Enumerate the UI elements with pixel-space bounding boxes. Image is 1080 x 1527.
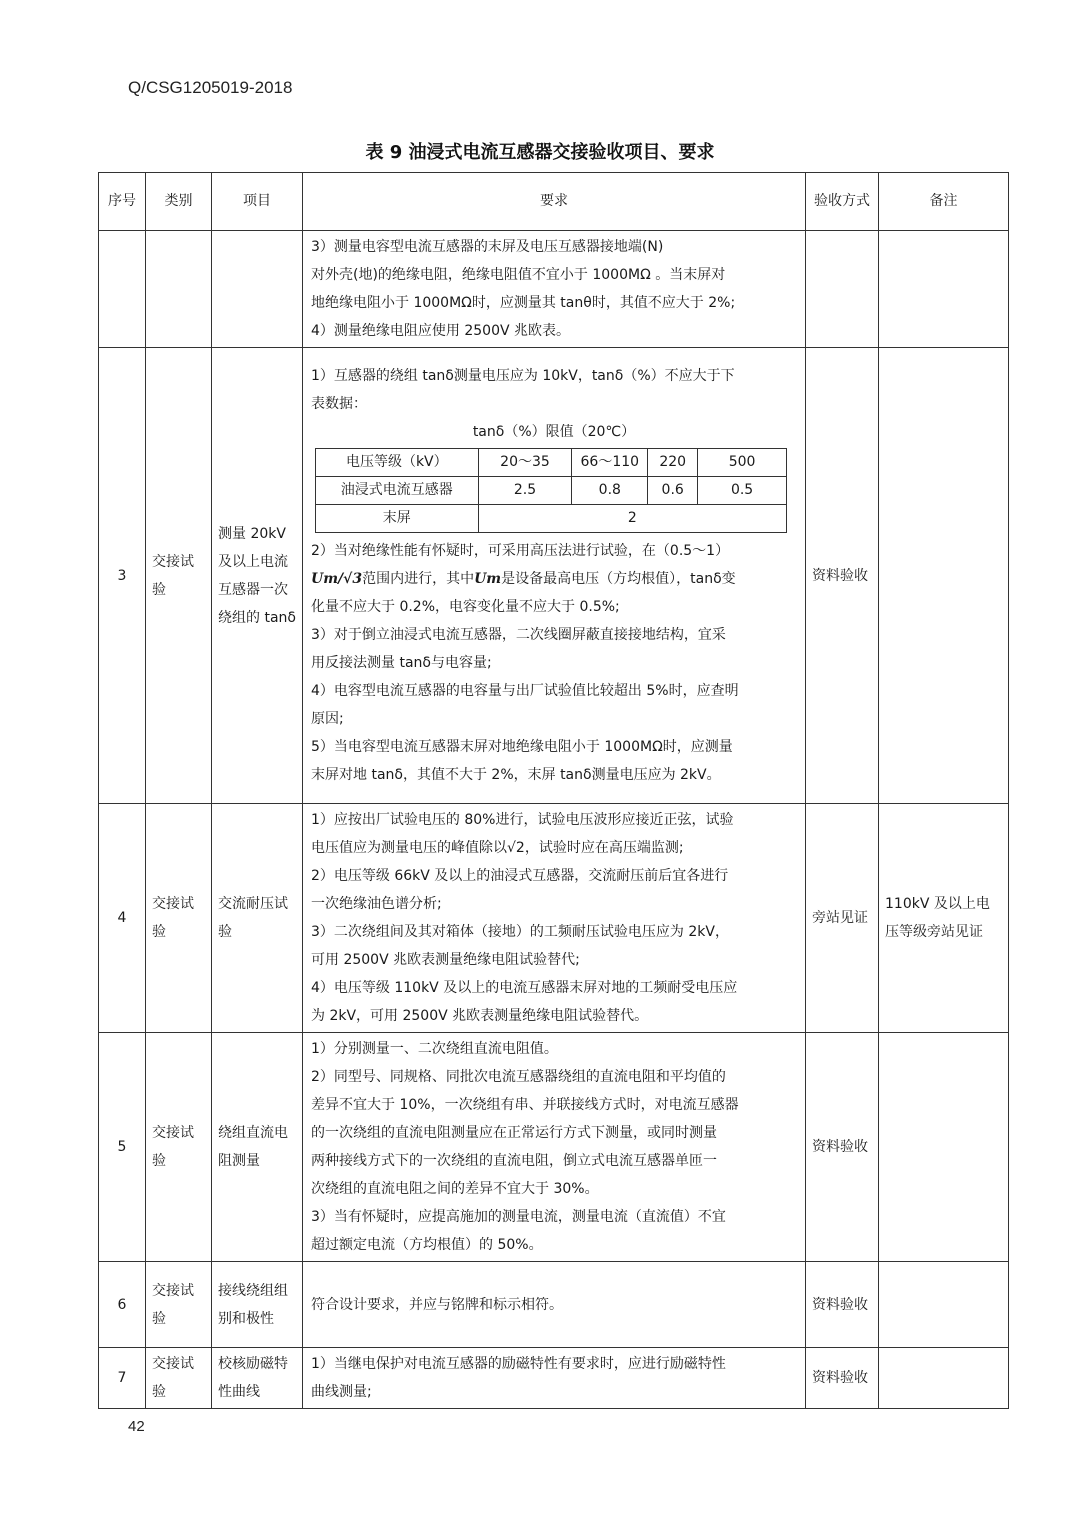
requirement-line: 原因; bbox=[311, 711, 344, 727]
requirement-line: 地绝缘电阻小于 1000MΩ时，应测量其 tanθ时，其值不应大于 2%; bbox=[311, 295, 736, 311]
requirement-line: 4）电容型电流互感器的电容量与出厂试验值比较超出 5%时，应查明 bbox=[311, 683, 739, 699]
table-header-row bbox=[99, 173, 1009, 231]
row-remark bbox=[879, 1348, 1009, 1409]
row-method: 资料验收 bbox=[806, 348, 879, 804]
requirement-line: 1）分别测量一、二次绕组直流电阻值。 bbox=[311, 1041, 558, 1057]
requirement-line: 可用 2500V 兆欧表测量绝缘电阻试验替代; bbox=[311, 952, 580, 968]
row-category: 交接试验 bbox=[146, 1033, 212, 1262]
table-row bbox=[99, 1348, 1009, 1409]
header-method: 验收方式 bbox=[806, 173, 879, 231]
row-method: 资料验收 bbox=[806, 1262, 879, 1348]
row-requirement bbox=[303, 348, 806, 804]
requirement-line: 两种接线方式下的一次绕组的直流电阻，倒立式电流互感器单匝一 bbox=[311, 1153, 717, 1169]
sub-table-caption: tanδ（%）限值（20℃） bbox=[472, 424, 636, 440]
row-remark bbox=[879, 1033, 1009, 1262]
table-row bbox=[99, 348, 1009, 804]
row-category: 交接试验 bbox=[146, 804, 212, 1033]
row-item: 绕组直流电阻测量 bbox=[212, 1033, 303, 1262]
sub-table-row bbox=[316, 477, 787, 505]
table-row bbox=[99, 1033, 1009, 1262]
sub-table-row bbox=[316, 505, 787, 533]
requirement-line: 超过额定电流（方均根值）的 50%。 bbox=[311, 1237, 543, 1253]
formula-sqrt: /√3 bbox=[338, 571, 363, 587]
tan-delta-limit-table bbox=[315, 448, 787, 533]
header-item: 项目 bbox=[212, 173, 303, 231]
formula-um: Um bbox=[474, 571, 502, 587]
row-requirement bbox=[303, 231, 806, 348]
sub-table-cell: 油浸式电流互感器 bbox=[316, 477, 479, 505]
row-requirement bbox=[303, 804, 806, 1033]
requirement-line bbox=[311, 565, 797, 593]
requirement-line: 4）电压等级 110kV 及以上的电流互感器末屏对地的工频耐受电压应 bbox=[311, 980, 738, 996]
sub-table-header-row bbox=[316, 449, 787, 477]
sub-table-cell: 2 bbox=[478, 505, 786, 533]
requirement-line: 的一次绕组的直流电阻测量应在正常运行方式下测量，或同时测量 bbox=[311, 1125, 717, 1141]
row-item bbox=[212, 231, 303, 348]
requirement-text: 范围内进行，其中 bbox=[362, 571, 475, 587]
requirement-line: 末屏对地 tanδ，其值不大于 2%，末屏 tanδ测量电压应为 2kV。 bbox=[311, 767, 721, 783]
row-category: 交接试验 bbox=[146, 348, 212, 804]
requirement-line: 4）测量绝缘电阻应使用 2500V 兆欧表。 bbox=[311, 323, 571, 339]
requirement-line: 3）二次绕组间及其对箱体（接地）的工频耐压试验电压应为 2kV， bbox=[311, 924, 729, 940]
row-item: 校核励磁特性曲线 bbox=[212, 1348, 303, 1409]
acceptance-table bbox=[98, 172, 1009, 1409]
row-item: 交流耐压试验 bbox=[212, 804, 303, 1033]
table-row bbox=[99, 804, 1009, 1033]
sub-table-cell: 220 bbox=[648, 449, 698, 477]
requirement-line: 为 2kV，可用 2500V 兆欧表测量绝缘电阻试验替代。 bbox=[311, 1008, 649, 1024]
row-no: 4 bbox=[99, 804, 146, 1033]
requirement-line: 3）测量电容型电流互感器的末屏及电压互感器接地端(N) bbox=[311, 239, 664, 255]
requirement-line: 2）当对绝缘性能有怀疑时，可采用高压法进行试验，在（0.5～1） bbox=[311, 543, 730, 559]
row-method: 旁站见证 bbox=[806, 804, 879, 1033]
table-row bbox=[99, 231, 1009, 348]
row-requirement bbox=[303, 1033, 806, 1262]
row-no: 6 bbox=[99, 1262, 146, 1348]
header-requirement: 要求 bbox=[303, 173, 806, 231]
requirement-line: 电压值应为测量电压的峰值除以√2，试验时应在高压端监测; bbox=[311, 840, 684, 856]
requirement-line: 1）当继电保护对电流互感器的励磁特性有要求时，应进行励磁特性 bbox=[311, 1356, 726, 1372]
sub-table-cell: 20～35 bbox=[478, 449, 572, 477]
requirement-line: 曲线测量; bbox=[311, 1384, 372, 1400]
row-item: 接线绕组组别和极性 bbox=[212, 1262, 303, 1348]
requirement-line: 一次绝缘油色谱分析; bbox=[311, 896, 442, 912]
row-remark bbox=[879, 231, 1009, 348]
requirement-line: 差异不宜大于 10%，一次绕组有串、并联接线方式时，对电流互感器 bbox=[311, 1097, 739, 1113]
sub-table-cell: 末屏 bbox=[316, 505, 479, 533]
requirement-line: 3）对于倒立油浸式电流互感器，二次线圈屏蔽直接接地结构，宜采 bbox=[311, 627, 726, 643]
header-remark: 备注 bbox=[879, 173, 1009, 231]
row-requirement bbox=[303, 1348, 806, 1409]
sub-table-cell: 0.6 bbox=[648, 477, 698, 505]
row-no bbox=[99, 231, 146, 348]
sub-table-cell: 0.5 bbox=[698, 477, 787, 505]
requirement-line: 符合设计要求，并应与铭牌和标示相符。 bbox=[311, 1296, 563, 1313]
requirement-line: 对外壳(地)的绝缘电阻，绝缘电阻值不宜小于 1000MΩ 。当末屏对 bbox=[311, 267, 726, 283]
formula-um: Um bbox=[311, 571, 339, 587]
sub-table-cell: 500 bbox=[698, 449, 787, 477]
requirement-line: 1）互感器的绕组 tanδ测量电压应为 10kV，tanδ（%）不应大于下 bbox=[311, 368, 735, 384]
sub-table-cell: 2.5 bbox=[478, 477, 572, 505]
row-category: 交接试验 bbox=[146, 1262, 212, 1348]
sub-table-cell: 电压等级（kV） bbox=[316, 449, 479, 477]
page-number: 42 bbox=[128, 1418, 145, 1435]
requirement-text: 是设备最高电压（方均根值），tanδ变 bbox=[501, 571, 736, 587]
row-method: 资料验收 bbox=[806, 1348, 879, 1409]
sub-table-cell: 66～110 bbox=[572, 449, 648, 477]
row-no: 3 bbox=[99, 348, 146, 804]
requirement-line: 用反接法测量 tanδ与电容量; bbox=[311, 655, 492, 671]
row-remark bbox=[879, 348, 1009, 804]
row-category bbox=[146, 231, 212, 348]
row-item: 测量 20kV 及以上电流互感器一次绕组的 tanδ bbox=[212, 348, 303, 804]
requirement-line: 5）当电容型电流互感器末屏对地绝缘电阻小于 1000MΩ时，应测量 bbox=[311, 739, 733, 755]
requirement-line: 1）应按出厂试验电压的 80%进行，试验电压波形应接近正弦，试验 bbox=[311, 812, 734, 828]
document-code: Q/CSG1205019-2018 bbox=[128, 78, 293, 97]
row-no: 7 bbox=[99, 1348, 146, 1409]
requirement-line: 2）电压等级 66kV 及以上的油浸式互感器，交流耐压前后宜各进行 bbox=[311, 868, 729, 884]
table-title: 表 9 油浸式电流互感器交接验收项目、要求 bbox=[365, 142, 715, 163]
sub-table-cell: 0.8 bbox=[572, 477, 648, 505]
row-method: 资料验收 bbox=[806, 1033, 879, 1262]
requirement-line: 化量不应大于 0.2%，电容变化量不应大于 0.5%; bbox=[311, 599, 620, 615]
requirement-line: 表数据： bbox=[311, 396, 367, 412]
row-method bbox=[806, 231, 879, 348]
requirement-line: 次绕组的直流电阻之间的差异不宜大于 30%。 bbox=[311, 1181, 599, 1197]
row-requirement bbox=[303, 1262, 806, 1348]
row-remark bbox=[879, 1262, 1009, 1348]
requirement-line: 2）同型号、同规格、同批次电流互感器绕组的直流电阻和平均值的 bbox=[311, 1069, 726, 1085]
row-remark: 110kV 及以上电压等级旁站见证 bbox=[879, 804, 1009, 1033]
header-no: 序号 bbox=[99, 173, 146, 231]
row-category: 交接试验 bbox=[146, 1348, 212, 1409]
requirement-line: 3）当有怀疑时，应提高施加的测量电流，测量电流（直流值）不宜 bbox=[311, 1209, 726, 1225]
row-no: 5 bbox=[99, 1033, 146, 1262]
table-row bbox=[99, 1262, 1009, 1348]
header-category: 类别 bbox=[146, 173, 212, 231]
